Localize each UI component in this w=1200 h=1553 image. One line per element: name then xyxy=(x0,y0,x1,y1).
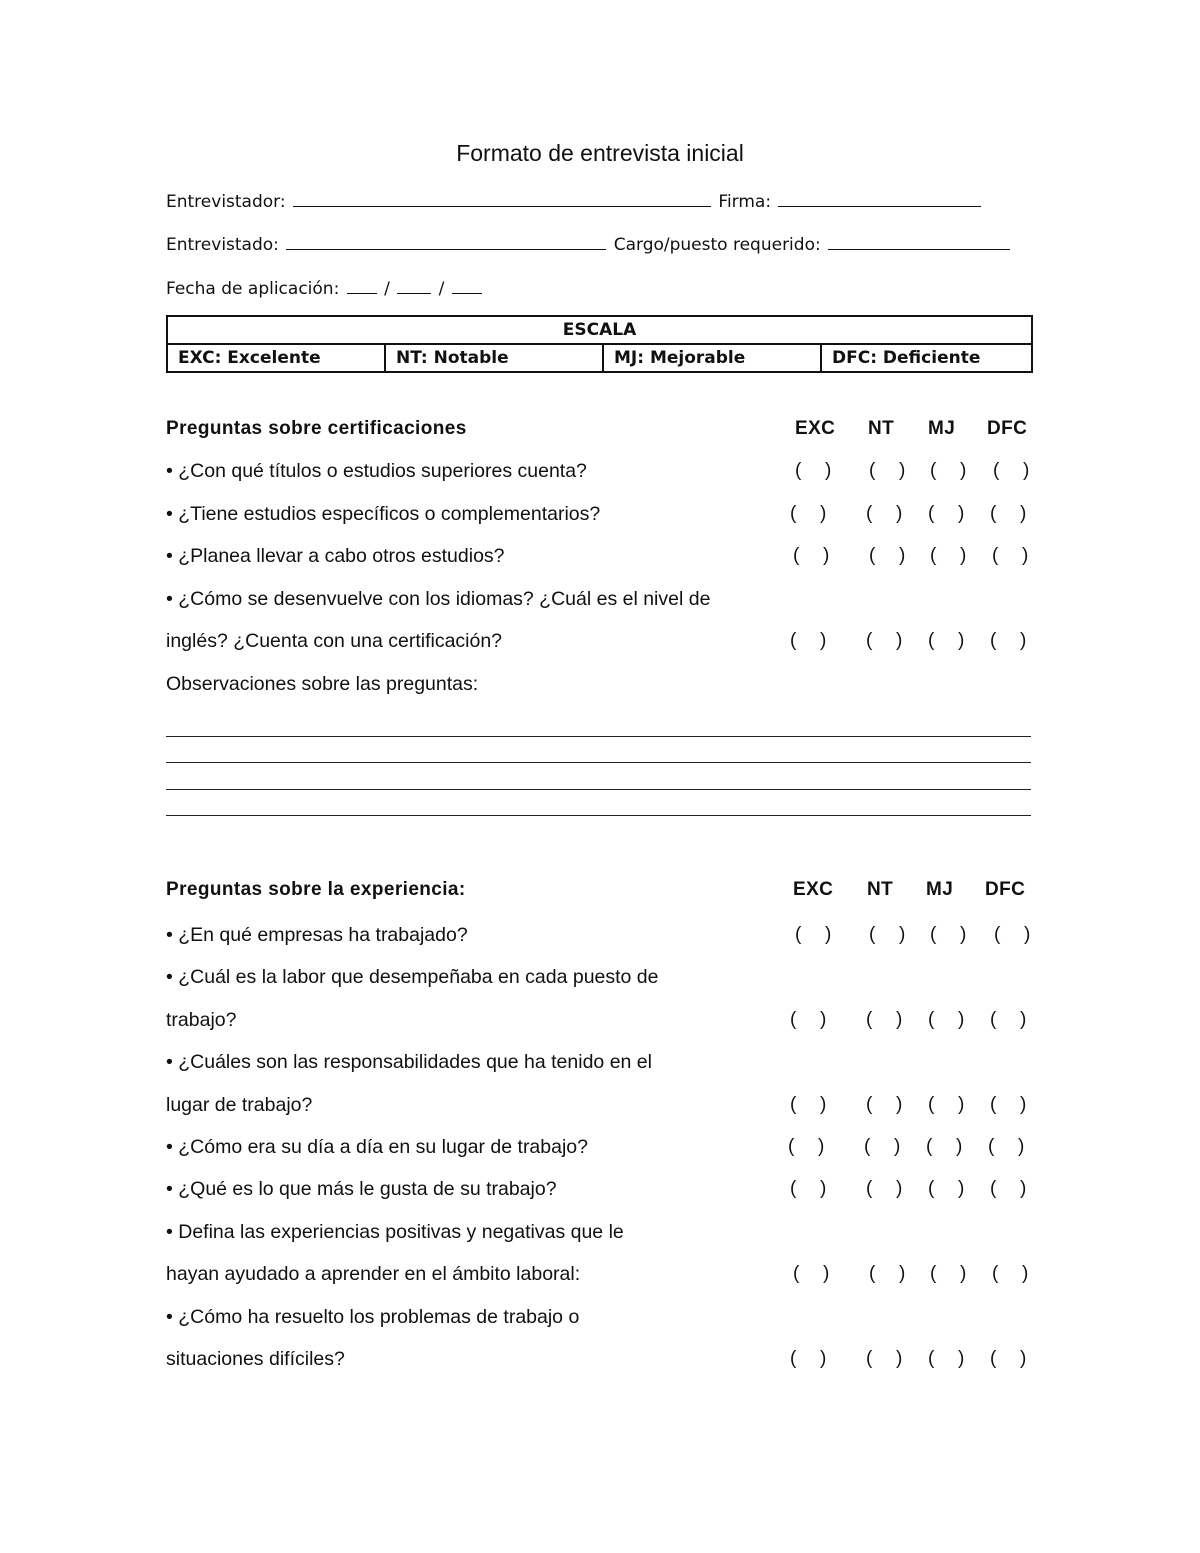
rating-paren-open-exc[interactable]: ( xyxy=(795,924,802,945)
rating-paren-open-nt[interactable]: ( xyxy=(869,460,876,481)
question-line: lugar de trabajo? xyxy=(166,1094,313,1116)
question-line: • ¿En qué empresas ha trabajado? xyxy=(166,924,468,946)
position-label: Cargo/puesto requerido: xyxy=(613,235,821,255)
rating-paren-close-dfc[interactable]: ) xyxy=(1020,1178,1027,1199)
rating-paren-close-mj[interactable]: ) xyxy=(958,1094,965,1115)
col-head-mj: MJ xyxy=(928,418,956,439)
date-day-input[interactable] xyxy=(347,274,377,294)
rating-paren-close-nt[interactable]: ) xyxy=(896,503,903,524)
rating-paren-close-dfc[interactable]: ) xyxy=(1022,545,1029,566)
question-line: • ¿Cuáles son las responsabilidades que ha tenido en el xyxy=(166,1051,652,1073)
col-head-nt: NT xyxy=(867,879,894,900)
rating-paren-close-mj[interactable]: ) xyxy=(958,630,965,651)
col-head-exc: EXC xyxy=(795,418,836,439)
rating-paren-open-dfc[interactable]: ( xyxy=(992,1263,999,1284)
rating-paren-open-dfc[interactable]: ( xyxy=(990,1178,997,1199)
rating-paren-open-nt[interactable]: ( xyxy=(869,1263,876,1284)
scale-item-notable: NT: Notable xyxy=(385,344,603,372)
interviewer-input[interactable] xyxy=(293,187,711,207)
rating-paren-close-exc[interactable]: ) xyxy=(823,1263,830,1284)
rating-paren-close-mj[interactable]: ) xyxy=(956,1136,963,1157)
rating-paren-close-mj[interactable]: ) xyxy=(958,1178,965,1199)
observation-line[interactable] xyxy=(166,762,1031,763)
date-separator: / xyxy=(384,279,390,299)
rating-paren-open-dfc[interactable]: ( xyxy=(990,503,997,524)
rating-paren-open-exc[interactable]: ( xyxy=(788,1136,795,1157)
rating-paren-close-dfc[interactable]: ) xyxy=(1020,1009,1027,1030)
rating-paren-close-exc[interactable]: ) xyxy=(820,1094,827,1115)
observation-line[interactable] xyxy=(166,736,1031,737)
rating-paren-close-dfc[interactable]: ) xyxy=(1023,460,1030,481)
date-year-input[interactable] xyxy=(452,274,482,294)
col-head-dfc: DFC xyxy=(985,879,1026,900)
interviewer-row xyxy=(166,187,983,212)
date-month-input[interactable] xyxy=(397,274,431,294)
question-line: • ¿Qué es lo que más le gusta de su trabajo? xyxy=(166,1178,557,1200)
rating-paren-open-dfc[interactable]: ( xyxy=(990,630,997,651)
rating-paren-close-nt[interactable]: ) xyxy=(899,1263,906,1284)
question-line: • ¿Cómo era su día a día en su lugar de trabajo? xyxy=(166,1136,588,1158)
position-input[interactable] xyxy=(828,230,1010,250)
rating-paren-open-mj[interactable]: ( xyxy=(928,503,935,524)
col-head-mj: MJ xyxy=(926,879,954,900)
signature-label: Firma: xyxy=(718,192,772,212)
question-line: hayan ayudado a aprender en el ámbito laboral: xyxy=(166,1263,581,1285)
rating-paren-open-nt[interactable]: ( xyxy=(866,1178,873,1199)
rating-paren-open-nt[interactable]: ( xyxy=(866,1094,873,1115)
rating-paren-close-exc[interactable]: ) xyxy=(820,503,827,524)
rating-paren-close-dfc[interactable]: ) xyxy=(1024,924,1031,945)
rating-paren-close-mj[interactable]: ) xyxy=(958,1348,965,1369)
rating-paren-open-exc[interactable]: ( xyxy=(790,503,797,524)
question-line: • ¿Cuál es la labor que desempeñaba en cada puesto de xyxy=(166,966,659,988)
rating-paren-open-nt[interactable]: ( xyxy=(866,1348,873,1369)
rating-paren-open-nt[interactable]: ( xyxy=(866,503,873,524)
rating-paren-close-nt[interactable]: ) xyxy=(896,1348,903,1369)
rating-paren-open-mj[interactable]: ( xyxy=(928,1009,935,1030)
col-head-nt: NT xyxy=(868,418,895,439)
rating-paren-close-mj[interactable]: ) xyxy=(960,924,967,945)
scale-item-excelente: EXC: Excelente xyxy=(167,344,385,372)
rating-paren-open-dfc[interactable]: ( xyxy=(988,1136,995,1157)
rating-paren-open-mj[interactable]: ( xyxy=(930,545,937,566)
rating-paren-close-mj[interactable]: ) xyxy=(960,1263,967,1284)
observation-line[interactable] xyxy=(166,815,1031,816)
interviewer-label: Entrevistador: xyxy=(166,192,286,212)
observations-label: Observaciones sobre las preguntas: xyxy=(166,673,479,695)
question-line: situaciones difíciles? xyxy=(166,1348,345,1370)
rating-paren-close-mj[interactable]: ) xyxy=(958,1009,965,1030)
rating-paren-open-exc[interactable]: ( xyxy=(790,630,797,651)
scale-item-mejorable: MJ: Mejorable xyxy=(603,344,821,372)
rating-paren-close-nt[interactable]: ) xyxy=(899,545,906,566)
rating-paren-open-nt[interactable]: ( xyxy=(869,924,876,945)
rating-paren-open-mj[interactable]: ( xyxy=(928,1178,935,1199)
rating-paren-close-nt[interactable]: ) xyxy=(899,460,906,481)
rating-paren-close-mj[interactable]: ) xyxy=(960,460,967,481)
date-row xyxy=(166,274,484,299)
rating-paren-close-dfc[interactable]: ) xyxy=(1020,1094,1027,1115)
date-separator: / xyxy=(438,279,445,299)
rating-paren-close-exc[interactable]: ) xyxy=(820,630,827,651)
date-label: Fecha de aplicación: xyxy=(166,279,340,299)
rating-paren-close-exc[interactable]: ) xyxy=(820,1348,827,1369)
rating-paren-open-mj[interactable]: ( xyxy=(930,460,937,481)
col-head-dfc: DFC xyxy=(987,418,1028,439)
rating-paren-open-mj[interactable]: ( xyxy=(930,1263,937,1284)
rating-paren-open-mj[interactable]: ( xyxy=(926,1136,933,1157)
rating-paren-close-nt[interactable]: ) xyxy=(899,924,906,945)
rating-paren-close-mj[interactable]: ) xyxy=(960,545,967,566)
rating-paren-close-dfc[interactable]: ) xyxy=(1020,503,1027,524)
experience-heading: Preguntas sobre la experiencia: xyxy=(166,879,466,900)
question-line: trabajo? xyxy=(166,1009,237,1031)
question-line: • ¿Cómo se desenvuelve con los idiomas? ¿Cuál es el nivel de xyxy=(166,588,711,610)
rating-paren-open-exc[interactable]: ( xyxy=(790,1348,797,1369)
question-line: • ¿Con qué títulos o estudios superiores cuenta? xyxy=(166,460,587,482)
signature-input[interactable] xyxy=(778,187,981,207)
rating-paren-close-nt[interactable]: ) xyxy=(896,1178,903,1199)
rating-paren-close-exc[interactable]: ) xyxy=(823,545,830,566)
rating-paren-close-nt[interactable]: ) xyxy=(896,1094,903,1115)
rating-paren-close-nt[interactable]: ) xyxy=(896,1009,903,1030)
rating-paren-close-dfc[interactable]: ) xyxy=(1022,1263,1029,1284)
rating-paren-open-exc[interactable]: ( xyxy=(790,1094,797,1115)
rating-paren-close-exc[interactable]: ) xyxy=(820,1009,827,1030)
rating-paren-open-nt[interactable]: ( xyxy=(869,545,876,566)
rating-paren-open-dfc[interactable]: ( xyxy=(992,545,999,566)
rating-paren-open-dfc[interactable]: ( xyxy=(990,1348,997,1369)
rating-paren-open-nt[interactable]: ( xyxy=(864,1136,871,1157)
rating-paren-close-dfc[interactable]: ) xyxy=(1020,630,1027,651)
rating-paren-close-exc[interactable]: ) xyxy=(825,460,832,481)
question-line: • Defina las experiencias positivas y negativas que le xyxy=(166,1221,624,1243)
rating-paren-open-exc[interactable]: ( xyxy=(790,1009,797,1030)
question-line: • ¿Planea llevar a cabo otros estudios? xyxy=(166,545,505,567)
col-head-exc: EXC xyxy=(793,879,834,900)
rating-paren-open-nt[interactable]: ( xyxy=(866,630,873,651)
question-line: inglés? ¿Cuenta con una certificación? xyxy=(166,630,503,652)
question-line: • ¿Cómo ha resuelto los problemas de trabajo o xyxy=(166,1306,580,1328)
rating-paren-open-mj[interactable]: ( xyxy=(930,924,937,945)
interviewee-row xyxy=(166,230,1012,255)
rating-paren-open-exc[interactable]: ( xyxy=(795,460,802,481)
scale-title: ESCALA xyxy=(167,316,1032,344)
rating-paren-open-exc[interactable]: ( xyxy=(790,1178,797,1199)
rating-paren-close-dfc[interactable]: ) xyxy=(1020,1348,1027,1369)
rating-paren-open-mj[interactable]: ( xyxy=(928,630,935,651)
rating-paren-close-mj[interactable]: ) xyxy=(958,503,965,524)
rating-paren-open-exc[interactable]: ( xyxy=(793,545,800,566)
rating-paren-close-exc[interactable]: ) xyxy=(820,1178,827,1199)
rating-paren-open-mj[interactable]: ( xyxy=(928,1094,935,1115)
question-line: • ¿Tiene estudios específicos o complementarios? xyxy=(166,503,601,525)
rating-paren-open-dfc[interactable]: ( xyxy=(990,1009,997,1030)
rating-paren-close-nt[interactable]: ) xyxy=(896,630,903,651)
rating-paren-close-dfc[interactable]: ) xyxy=(1018,1136,1025,1157)
rating-paren-close-exc[interactable]: ) xyxy=(818,1136,825,1157)
rating-paren-open-dfc[interactable]: ( xyxy=(994,924,1001,945)
observation-line[interactable] xyxy=(166,789,1031,790)
rating-paren-open-exc[interactable]: ( xyxy=(793,1263,800,1284)
page-title: Formato de entrevista inicial xyxy=(456,140,744,166)
rating-paren-close-nt[interactable]: ) xyxy=(894,1136,901,1157)
scale-item-deficiente: DFC: Deficiente xyxy=(821,344,1032,372)
interviewee-input[interactable] xyxy=(286,230,606,250)
rating-paren-close-exc[interactable]: ) xyxy=(825,924,832,945)
rating-paren-open-nt[interactable]: ( xyxy=(866,1009,873,1030)
rating-paren-open-dfc[interactable]: ( xyxy=(993,460,1000,481)
scale-table xyxy=(166,315,1033,373)
rating-paren-open-mj[interactable]: ( xyxy=(928,1348,935,1369)
certifications-heading: Preguntas sobre certificaciones xyxy=(166,418,467,439)
rating-paren-open-dfc[interactable]: ( xyxy=(990,1094,997,1115)
interviewee-label: Entrevistado: xyxy=(166,235,279,255)
